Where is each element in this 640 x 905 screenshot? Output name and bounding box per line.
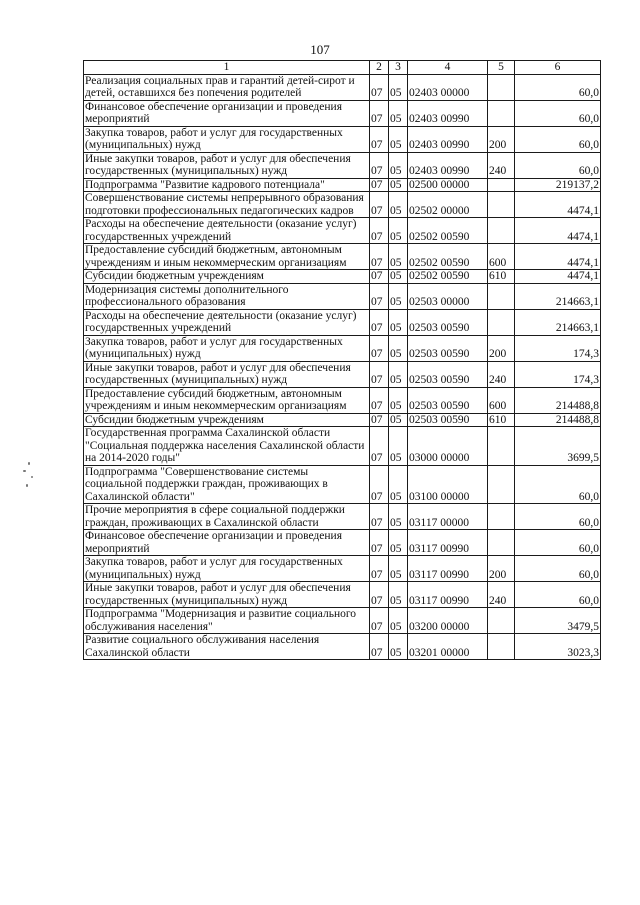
row-expense-type: 240 xyxy=(488,152,515,178)
row-razdel: 07 xyxy=(370,126,389,152)
row-name: Подпрограмма "Модернизация и развитие социального обслуживания населения" xyxy=(84,608,370,634)
row-target-article: 03117 00000 xyxy=(408,504,488,530)
row-target-article: 03201 00000 xyxy=(408,634,488,660)
row-podrazdel: 05 xyxy=(389,309,408,335)
row-podrazdel: 05 xyxy=(389,413,408,427)
row-razdel: 07 xyxy=(370,74,389,100)
table-row xyxy=(84,465,601,504)
row-expense-type: 200 xyxy=(488,335,515,361)
row-amount: 214488,8 xyxy=(515,387,601,413)
row-amount: 60,0 xyxy=(515,126,601,152)
row-name: Закупка товаров, работ и услуг для государственных (муниципальных) нужд xyxy=(84,556,370,582)
table-row xyxy=(84,582,601,608)
row-name: Государственная программа Сахалинской области "Социальная поддержка населения Сахалинской области на 2014-2020 годы" xyxy=(84,427,370,466)
row-razdel: 07 xyxy=(370,361,389,387)
row-target-article: 03000 00000 xyxy=(408,427,488,466)
row-razdel: 07 xyxy=(370,556,389,582)
row-podrazdel: 05 xyxy=(389,608,408,634)
row-expense-type xyxy=(488,427,515,466)
table-row xyxy=(84,634,601,660)
row-amount: 60,0 xyxy=(515,74,601,100)
row-expense-type xyxy=(488,530,515,556)
row-razdel: 07 xyxy=(370,192,389,218)
row-target-article: 02502 00590 xyxy=(408,244,488,270)
row-target-article: 02502 00590 xyxy=(408,218,488,244)
row-razdel: 07 xyxy=(370,270,389,284)
row-name: Иные закупки товаров, работ и услуг для обеспечения государственных (муниципальных) нужд xyxy=(84,361,370,387)
row-expense-type xyxy=(488,634,515,660)
row-target-article: 02403 00990 xyxy=(408,152,488,178)
table-row xyxy=(84,608,601,634)
row-expense-type: 610 xyxy=(488,413,515,427)
row-amount: 60,0 xyxy=(515,556,601,582)
table-row xyxy=(84,361,601,387)
row-podrazdel: 05 xyxy=(389,178,408,192)
row-podrazdel: 05 xyxy=(389,465,408,504)
row-amount: 219137,2 xyxy=(515,178,601,192)
row-target-article: 03117 00990 xyxy=(408,556,488,582)
table-row xyxy=(84,152,601,178)
row-expense-type xyxy=(488,74,515,100)
row-amount: 3479,5 xyxy=(515,608,601,634)
scan-speck xyxy=(23,470,26,472)
row-razdel: 07 xyxy=(370,582,389,608)
row-amount: 174,3 xyxy=(515,361,601,387)
header-cell: 3 xyxy=(389,61,408,75)
row-podrazdel: 05 xyxy=(389,361,408,387)
row-podrazdel: 05 xyxy=(389,387,408,413)
budget-table xyxy=(83,60,601,660)
row-razdel: 07 xyxy=(370,335,389,361)
row-podrazdel: 05 xyxy=(389,283,408,309)
table-row xyxy=(84,556,601,582)
row-name: Расходы на обеспечение деятельности (оказание услуг) государственных учреждений xyxy=(84,309,370,335)
row-target-article: 02500 00000 xyxy=(408,178,488,192)
header-cell: 2 xyxy=(370,61,389,75)
table-row xyxy=(84,100,601,126)
row-razdel: 07 xyxy=(370,244,389,270)
row-target-article: 03200 00000 xyxy=(408,608,488,634)
row-name: Развитие социального обслуживания населения Сахалинской области xyxy=(84,634,370,660)
row-razdel: 07 xyxy=(370,530,389,556)
row-amount: 214663,1 xyxy=(515,283,601,309)
row-amount: 4474,1 xyxy=(515,244,601,270)
row-razdel: 07 xyxy=(370,100,389,126)
scan-speck xyxy=(28,462,30,465)
row-name: Закупка товаров, работ и услуг для государственных (муниципальных) нужд xyxy=(84,126,370,152)
header-cell: 6 xyxy=(515,61,601,75)
row-name: Субсидии бюджетным учреждениям xyxy=(84,413,370,427)
row-target-article: 03117 00990 xyxy=(408,530,488,556)
row-podrazdel: 05 xyxy=(389,74,408,100)
row-razdel: 07 xyxy=(370,427,389,466)
row-name: Финансовое обеспечение организации и проведения мероприятий xyxy=(84,100,370,126)
table-row xyxy=(84,413,601,427)
table-row xyxy=(84,178,601,192)
row-razdel: 07 xyxy=(370,504,389,530)
row-podrazdel: 05 xyxy=(389,218,408,244)
row-amount: 4474,1 xyxy=(515,192,601,218)
row-name: Субсидии бюджетным учреждениям xyxy=(84,270,370,284)
table-row xyxy=(84,192,601,218)
row-podrazdel: 05 xyxy=(389,634,408,660)
row-podrazdel: 05 xyxy=(389,126,408,152)
row-razdel: 07 xyxy=(370,413,389,427)
table-row xyxy=(84,387,601,413)
row-amount: 3023,3 xyxy=(515,634,601,660)
row-amount: 60,0 xyxy=(515,152,601,178)
row-target-article: 02502 00590 xyxy=(408,270,488,284)
header-cell: 5 xyxy=(488,61,515,75)
row-expense-type xyxy=(488,309,515,335)
row-razdel: 07 xyxy=(370,608,389,634)
row-target-article: 02403 00990 xyxy=(408,100,488,126)
row-amount: 214488,8 xyxy=(515,413,601,427)
table-row xyxy=(84,504,601,530)
header-cell: 1 xyxy=(84,61,370,75)
row-podrazdel: 05 xyxy=(389,100,408,126)
row-name: Иные закупки товаров, работ и услуг для обеспечения государственных (муниципальных) нужд xyxy=(84,152,370,178)
row-razdel: 07 xyxy=(370,178,389,192)
row-expense-type xyxy=(488,608,515,634)
row-name: Подпрограмма "Совершенствование системы социальной поддержки граждан, проживающих в Сахалинской области" xyxy=(84,465,370,504)
scan-speck xyxy=(31,476,33,478)
row-amount: 60,0 xyxy=(515,504,601,530)
row-amount: 60,0 xyxy=(515,530,601,556)
row-target-article: 02503 00590 xyxy=(408,413,488,427)
row-amount: 4474,1 xyxy=(515,218,601,244)
row-podrazdel: 05 xyxy=(389,582,408,608)
row-podrazdel: 05 xyxy=(389,504,408,530)
row-expense-type: 240 xyxy=(488,582,515,608)
row-name: Реализация социальных прав и гарантий детей-сирот и детей, оставшихся без попечения родителей xyxy=(84,74,370,100)
row-podrazdel: 05 xyxy=(389,244,408,270)
row-name: Прочие мероприятия в сфере социальной поддержки граждан, проживающих в Сахалинской области xyxy=(84,504,370,530)
row-expense-type xyxy=(488,218,515,244)
row-target-article: 02503 00590 xyxy=(408,335,488,361)
row-name: Иные закупки товаров, работ и услуг для обеспечения государственных (муниципальных) нужд xyxy=(84,582,370,608)
row-expense-type: 600 xyxy=(488,244,515,270)
row-name: Подпрограмма "Развитие кадрового потенциала" xyxy=(84,178,370,192)
row-name: Закупка товаров, работ и услуг для государственных (муниципальных) нужд xyxy=(84,335,370,361)
row-expense-type xyxy=(488,100,515,126)
row-target-article: 02503 00000 xyxy=(408,283,488,309)
row-target-article: 02503 00590 xyxy=(408,309,488,335)
row-amount: 60,0 xyxy=(515,100,601,126)
row-expense-type: 610 xyxy=(488,270,515,284)
row-target-article: 02502 00000 xyxy=(408,192,488,218)
row-podrazdel: 05 xyxy=(389,270,408,284)
row-razdel: 07 xyxy=(370,283,389,309)
row-name: Финансовое обеспечение организации и проведения мероприятий xyxy=(84,530,370,556)
row-expense-type: 200 xyxy=(488,556,515,582)
row-razdel: 07 xyxy=(370,309,389,335)
row-target-article: 02403 00990 xyxy=(408,126,488,152)
table-row xyxy=(84,244,601,270)
row-amount: 60,0 xyxy=(515,582,601,608)
row-name: Модернизация системы дополнительного профессионального образования xyxy=(84,283,370,309)
row-target-article: 02503 00590 xyxy=(408,387,488,413)
row-amount: 60,0 xyxy=(515,465,601,504)
row-name: Предоставление субсидий бюджетным, автономным учреждениям и иным некоммерческим организациям xyxy=(84,244,370,270)
row-amount: 4474,1 xyxy=(515,270,601,284)
row-razdel: 07 xyxy=(370,152,389,178)
row-amount: 174,3 xyxy=(515,335,601,361)
row-target-article: 02503 00590 xyxy=(408,361,488,387)
row-podrazdel: 05 xyxy=(389,530,408,556)
row-target-article: 03100 00000 xyxy=(408,465,488,504)
table-row xyxy=(84,270,601,284)
table-row xyxy=(84,283,601,309)
row-podrazdel: 05 xyxy=(389,427,408,466)
row-podrazdel: 05 xyxy=(389,556,408,582)
row-podrazdel: 05 xyxy=(389,192,408,218)
row-expense-type xyxy=(488,504,515,530)
row-expense-type: 240 xyxy=(488,361,515,387)
row-target-article: 03117 00990 xyxy=(408,582,488,608)
row-expense-type: 200 xyxy=(488,126,515,152)
table-row xyxy=(84,309,601,335)
scan-speck xyxy=(26,484,28,487)
table-header-row xyxy=(84,61,601,75)
row-expense-type xyxy=(488,192,515,218)
row-name: Расходы на обеспечение деятельности (оказание услуг) государственных учреждений xyxy=(84,218,370,244)
row-expense-type: 600 xyxy=(488,387,515,413)
table-row xyxy=(84,74,601,100)
row-name: Предоставление субсидий бюджетным, автономным учреждениям и иным некоммерческим организациям xyxy=(84,387,370,413)
row-expense-type xyxy=(488,465,515,504)
row-expense-type xyxy=(488,283,515,309)
row-expense-type xyxy=(488,178,515,192)
row-razdel: 07 xyxy=(370,387,389,413)
row-amount: 214663,1 xyxy=(515,309,601,335)
table-row xyxy=(84,218,601,244)
row-podrazdel: 05 xyxy=(389,335,408,361)
row-target-article: 02403 00000 xyxy=(408,74,488,100)
row-razdel: 07 xyxy=(370,465,389,504)
header-cell: 4 xyxy=(408,61,488,75)
table-row xyxy=(84,126,601,152)
row-razdel: 07 xyxy=(370,218,389,244)
table-row xyxy=(84,427,601,466)
page-number: 107 xyxy=(310,42,330,57)
row-name: Совершенствование системы непрерывного образования подготовки профессиональных педагогических кадров xyxy=(84,192,370,218)
row-razdel: 07 xyxy=(370,634,389,660)
table-row xyxy=(84,530,601,556)
row-podrazdel: 05 xyxy=(389,152,408,178)
table-row xyxy=(84,335,601,361)
row-amount: 3699,5 xyxy=(515,427,601,466)
